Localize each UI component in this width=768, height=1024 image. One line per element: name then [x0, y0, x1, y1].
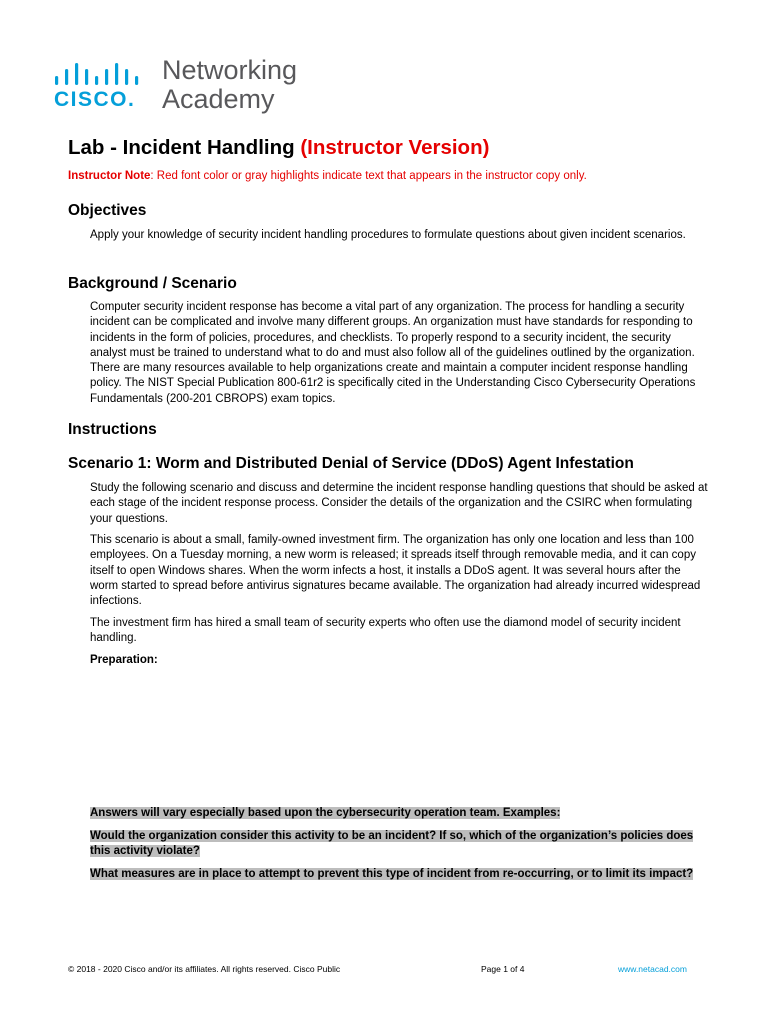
- footer-link[interactable]: www.netacad.com: [618, 964, 687, 974]
- scenario1-para3: The investment firm has hired a small team of security experts who often use the diamond model of security incident handling.: [90, 617, 681, 645]
- answer-intro: Answers will vary especially based upon the cybersecurity operation team. Examples:: [90, 807, 561, 819]
- cisco-bars-icon: [54, 62, 146, 90]
- instructor-note-text: : Red font color or gray highlights indicate text that appears in the instructor copy only.: [150, 170, 587, 182]
- objectives-text: Apply your knowledge of security incident handling procedures to formulate questions about given incident scenarios.: [90, 229, 686, 241]
- answer-question-1: Would the organization consider this activity to be an incident? If so, which of the organization’s policies does this activity violate?: [90, 830, 694, 858]
- footer-page-number: Page 1 of 4: [481, 964, 525, 974]
- cisco-wordmark: CISCO.: [54, 88, 136, 111]
- instructor-note: [68, 170, 587, 182]
- footer-copyright: © 2018 - 2020 Cisco and/or its affiliates. All rights reserved. Cisco Public: [68, 964, 341, 974]
- instructions-heading: Instructions: [68, 421, 157, 438]
- scenario1-para2: This scenario is about a small, family-owned investment firm. The organization has only one location and less than 100 employees. On a Tuesday morning, a new worm is released; it spreads itself through removable media, and it can copy itself to open Windows shares. When the worm infects a host, it installs a DDoS agent. It was several hours after the worm started to spread before antivirus signatures became available. The organization had already incurred widespread infections.: [90, 534, 701, 608]
- logo-text: [162, 56, 297, 114]
- answer-question-2: What measures are in place to attempt to prevent this type of incident from re-occurring, or to limit its impact?: [90, 868, 694, 880]
- page-title: [68, 136, 489, 160]
- objectives-heading: Objectives: [68, 202, 147, 219]
- instructor-note-label: Instructor Note: [68, 170, 151, 182]
- background-text: Computer security incident response has become a vital part of any organization. The process for handling a security incident can be complicated and involve many different groups. An organization must have standards for responding to incidents in the form of policies, procedures, and checklists. To properly respond to a security incident, the security analyst must be trained to understand what to do and must also follow all of the guidelines outlined by the organization. There are many resources available to help organizations create and maintain a computer incident response handling policy. The NIST Special Publication 800-61r2 is specifically cited in the Understanding Cisco Cybersecurity Operations Fundamentals (200-201 CBROPS) exam topics.: [90, 301, 696, 405]
- background-heading: Background / Scenario: [68, 275, 237, 292]
- title-suffix: (Instructor Version): [300, 136, 490, 159]
- preparation-label: Preparation:: [90, 654, 158, 666]
- logo-line-networking: Networking: [162, 55, 298, 85]
- scenario1-para1: Study the following scenario and discuss and determine the incident response handling questions that should be asked at each stage of the incident response process. Consider the details of the organization and the CSIRC when formulating your questions.: [90, 482, 708, 525]
- scenario1-heading: Scenario 1: Worm and Distributed Denial of Service (DDoS) Agent Infestation: [68, 455, 634, 472]
- title-main: Lab - Incident Handling: [68, 136, 295, 159]
- logo-line-academy: Academy: [162, 84, 275, 114]
